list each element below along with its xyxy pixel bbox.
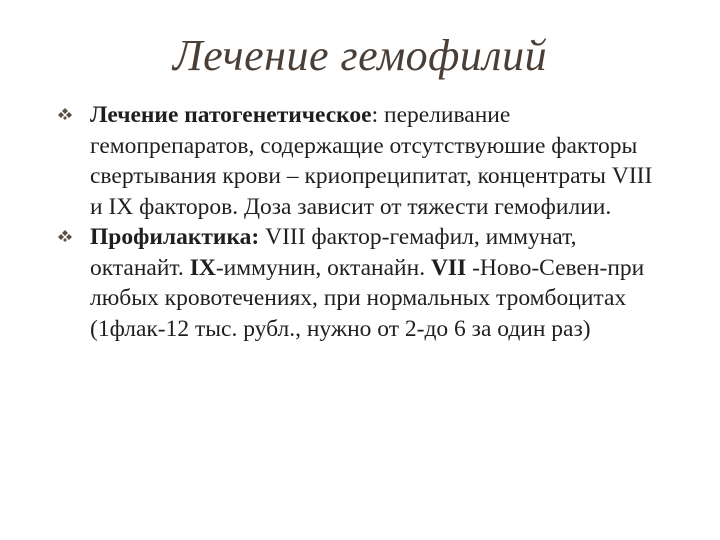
factor-vii: VII: [430, 254, 467, 281]
bullet-list: [58, 100, 668, 344]
factor-ix: IX: [189, 254, 216, 281]
diamond-bullet-icon: [58, 107, 72, 121]
bullet-text-part2: фактор-гемафил, иммунат, октанайт.: [90, 224, 577, 281]
bullet-lead-prophylaxis: Профилактика:: [90, 224, 266, 250]
bullet-text-part6: -Ново-Севен-при любых кровотечениях, при нормальных тромбоцитах (1флак-12 тыс. рубл., нужно от 2-до 6 за один раз): [90, 254, 645, 342]
bullet-text-part4: -иммунин, октанайн.: [215, 254, 431, 281]
bullet-text-treatment: : переливание гемопрепаратов, содержащие отсутствуюшие факторы свертывания крови – криопреципитат, концентраты VIII и IX факторов. Доза зависит от тяжести гемофилии.: [90, 102, 653, 220]
bullet-item-treatment: [58, 100, 668, 222]
bullet-item-prophylaxis: [58, 222, 668, 344]
diamond-bullet-icon: [58, 229, 72, 243]
slide-title: Лечение гемофилий: [172, 31, 548, 80]
bullet-lead-treatment: Лечение патогенетическое: [90, 102, 372, 128]
factor-viii: VIII: [265, 224, 306, 250]
